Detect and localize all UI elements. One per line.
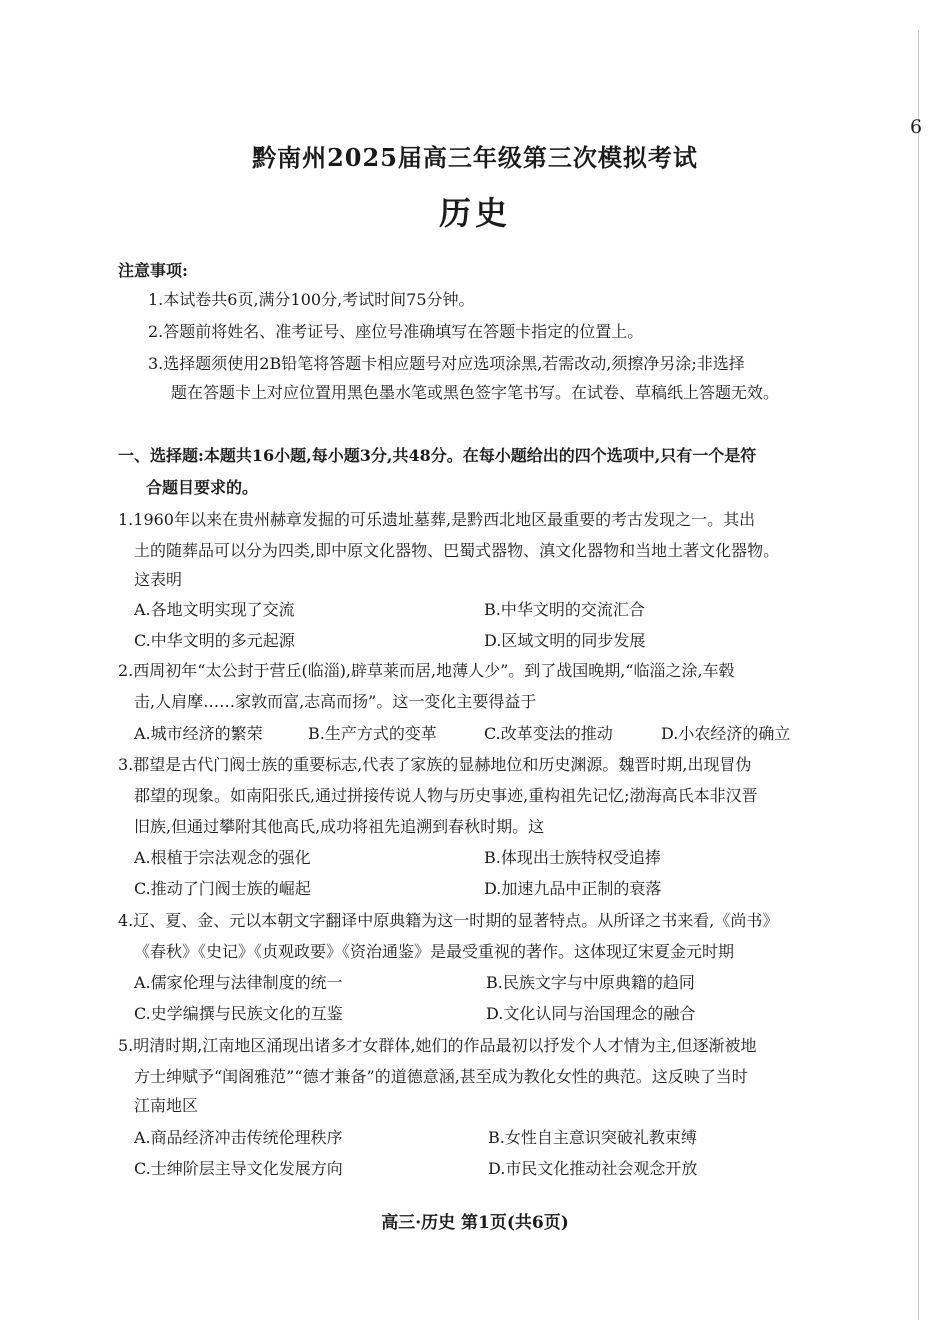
question-2-option-b: B.生产方式的变革: [308, 724, 437, 743]
question-3-option-c: C.推动了门阀士族的崛起: [134, 879, 311, 898]
notice-item-2: 2.答题前将姓名、准考证号、座位号准确填写在答题卡指定的位置上。: [148, 322, 644, 341]
question-5-option-a: A.商品经济冲击传统伦理秩序: [134, 1128, 343, 1147]
question-5-line-2: 方士绅赋予“闺阁雅范”“德才兼备”的道德意涵,甚至成为教化女性的典范。这反映了当时: [134, 1067, 748, 1086]
question-1-line-3: 这表明: [134, 570, 183, 589]
question-3-line-1: 3.郡望是古代门阀士族的重要标志,代表了家族的显赫地位和历史渊源。魏晋时期,出现冒伪: [118, 755, 752, 774]
notice-item-1: 1.本试卷共6页,满分100分,考试时间75分钟。: [148, 290, 475, 309]
question-5-line-1: 5.明清时期,江南地区涌现出诸多才女群体,她们的作品最初以抒发个人才情为主,但逐渐被地: [118, 1036, 757, 1055]
question-2-option-a: A.城市经济的繁荣: [134, 724, 263, 743]
question-3-option-d: D.加速九品中正制的衰落: [484, 879, 662, 898]
section-heading: 一、选择题:本题共16小题,每小题3分,共48分。在每小题给出的四个选项中,只有一个是符: [118, 446, 757, 465]
notice-heading: 注意事项:: [118, 261, 188, 280]
question-2-option-c: C.改革变法的推动: [484, 724, 613, 743]
question-4-option-c: C.史学编撰与民族文化的互鉴: [134, 1004, 343, 1023]
question-5-option-c: C.士绅阶层主导文化发展方向: [134, 1159, 343, 1178]
question-4-line-1: 4.辽、夏、金、元以本朝文字翻译中原典籍为这一时期的显著特点。从所译之书来看,《尚书》: [118, 911, 779, 930]
question-3-option-a: A.根植于宗法观念的强化: [134, 848, 311, 867]
question-4-line-2: 《春秋》《史记》《贞观政要》《资治通鉴》是最受重视的著作。这体现辽宋夏金元时期: [134, 942, 735, 961]
question-2-line-2: 击,人肩摩……家敦而富,志高而扬”。这一变化主要得益于: [134, 692, 537, 711]
question-1-option-d: D.区域文明的同步发展: [484, 631, 646, 650]
question-5-option-d: D.市民文化推动社会观念开放: [488, 1159, 698, 1178]
question-2-line-1: 2.西周初年“太公封于营丘(临淄),辟草莱而居,地薄人少”。到了战国晚期,“临淄之涂,车毂: [118, 661, 735, 680]
question-4-option-b: B.民族文字与中原典籍的趋同: [486, 973, 695, 992]
notice-item-3: 3.选择题须使用2B铅笔将答题卡相应题号对应选项涂黑,若需改动,须擦净另涂;非选择: [148, 354, 745, 373]
subject-title: 历史: [438, 194, 511, 232]
question-1-option-c: C.中华文明的多元起源: [134, 631, 295, 650]
question-2-option-d: D.小农经济的确立: [661, 724, 791, 743]
question-1-line-1: 1.1960年以来在贵州赫章发掘的可乐遗址墓葬,是黔西北地区最重要的考古发现之一。其出: [118, 510, 756, 529]
question-4-option-d: D.文化认同与治国理念的融合: [486, 1004, 696, 1023]
question-3-option-b: B.体现出士族特权受追捧: [484, 848, 661, 867]
page-footer: 高三·历史 第1页(共6页): [381, 1213, 569, 1233]
question-4-option-a: A.儒家伦理与法律制度的统一: [134, 973, 343, 992]
question-3-line-2: 郡望的现象。如南阳张氏,通过拼接传说人物与历史事迹,重构祖先记忆;渤海高氏本非汉晋: [134, 786, 758, 805]
section-heading-cont: 合题目要求的。: [146, 478, 259, 497]
question-1-option-b: B.中华文明的交流汇合: [484, 600, 645, 619]
corner-page-mark: 6: [910, 116, 923, 138]
question-5-option-b: B.女性自主意识突破礼教束缚: [488, 1128, 697, 1147]
question-5-line-3: 江南地区: [134, 1096, 199, 1115]
notice-item-3-cont: 题在答题卡上对应位置用黑色墨水笔或黑色签字笔书写。在试卷、草稿纸上答题无效。: [171, 383, 780, 402]
exam-title: 黔南州2025届高三年级第三次模拟考试: [252, 143, 698, 172]
question-1-line-2: 土的随葬品可以分为四类,即中原文化器物、巴蜀式器物、滇文化器物和当地土著文化器物。: [134, 541, 780, 560]
question-1-option-a: A.各地文明实现了交流: [134, 600, 295, 619]
question-3-line-3: 旧族,但通过攀附其他高氏,成功将祖先追溯到春秋时期。这: [134, 817, 545, 836]
